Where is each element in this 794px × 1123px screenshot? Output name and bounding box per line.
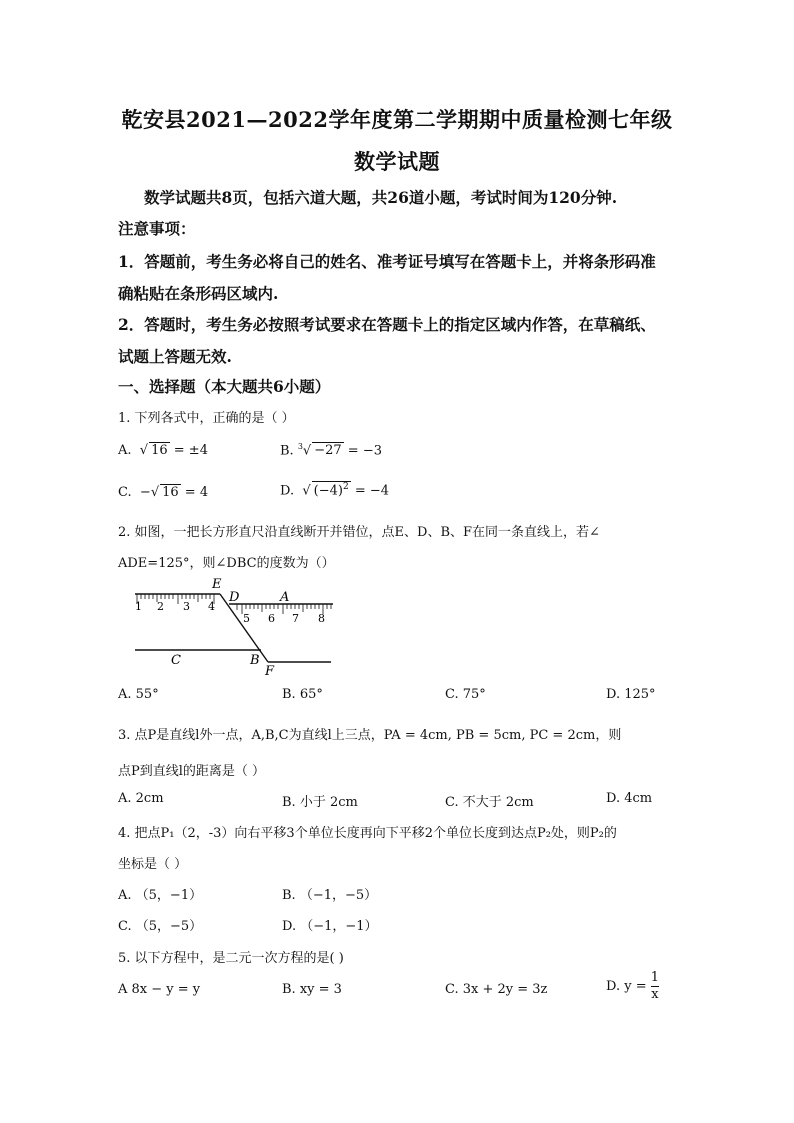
question-1-option-a: A. √ 16 = ±4 xyxy=(118,443,208,458)
ruler-tick-7: 7 xyxy=(292,612,299,625)
point-label-a: A xyxy=(280,590,290,605)
question-4-option-b: B. （−1，−5） xyxy=(282,888,378,903)
point-label-c: C xyxy=(171,653,181,668)
question-4-option-a: A. （5，−1） xyxy=(118,888,203,903)
question-1-option-d: D. √ $(-4)^2 = -4$ xyxy=(280,482,390,499)
ruler-tick-6: 6 xyxy=(268,612,275,625)
ruler-tick-2: 2 xyxy=(157,600,164,613)
question-4-stem-line-2: 坐标是（ ） xyxy=(118,857,188,872)
point-label-d: D xyxy=(229,590,240,605)
ruler-right-ticks xyxy=(237,604,331,614)
note-2-line-2: 试题上答题无效. xyxy=(118,347,232,366)
ruler-tick-8: 8 xyxy=(318,612,325,625)
exam-summary: 数学试题共8页，包括六道大题，共26道小题，考试时间为120分钟. xyxy=(144,188,618,207)
note-1-line-1: 1．答题前，考生务必将自己的姓名、准考证号填写在答题卡上，并将条形码准 xyxy=(118,252,656,271)
question-2-option-c: C. 75° xyxy=(445,687,486,702)
note-1-line-2: 确粘贴在条形码区域内. xyxy=(118,284,279,303)
question-5-option-d: D. y = $\frac{1}{x}$ xyxy=(606,970,660,1002)
point-label-e: E xyxy=(212,577,222,592)
question-3-option-b: B. 小于 2cm xyxy=(282,795,358,810)
question-2-option-b: B. 65° xyxy=(282,687,323,702)
question-1-option-b: B. $^3$√ −27 = −3 xyxy=(280,442,382,459)
question-5-stem: 5. 以下方程中，是二元一次方程的是( ) xyxy=(118,951,344,966)
question-2-stem-line-1: 2. 如图，一把长方形直尺沿直线断开并错位，点E、D、B、F在同一条直线上，若∠ xyxy=(118,525,600,540)
section-heading: 一、选择题（本大题共6小题） xyxy=(118,377,331,396)
ruler-tick-5: 5 xyxy=(243,612,250,625)
question-4-option-d: D. （−1，−1） xyxy=(282,919,378,934)
ruler-tick-3: 3 xyxy=(183,600,190,613)
ruler-figure xyxy=(125,574,340,679)
question-5-option-b: B. xy = 3 xyxy=(282,982,342,997)
question-5-option-a: A 8x − y = y xyxy=(118,982,201,997)
question-2-option-d: D. 125° xyxy=(606,687,656,702)
question-2-option-a: A. 55° xyxy=(118,687,159,702)
question-1-option-c: C. −√ 16 = 4 xyxy=(118,485,209,500)
page-subtitle: 数学试题 xyxy=(354,149,440,174)
question-3-option-d: D. 4cm xyxy=(606,791,653,806)
question-3-option-a: A. 2cm xyxy=(118,791,164,806)
question-4-stem-line-1: 4. 把点P₁（2，-3）向右平移3个单位长度再向下平移2个单位长度到达点P₂处，则P₂的 xyxy=(118,826,617,841)
page-title: 乾安县2021—2022学年度第二学期期中质量检测七年级 xyxy=(121,107,673,132)
ruler-left-ticks xyxy=(137,594,214,604)
point-label-b: B xyxy=(250,653,260,668)
point-label-f: F xyxy=(265,664,275,679)
ruler-tick-1: 1 xyxy=(135,600,142,613)
note-2-line-1: 2．答题时，考生务必按照考试要求在答题卡上的指定区域内作答，在草稿纸、 xyxy=(118,315,656,334)
notice-label: 注意事项： xyxy=(118,219,196,238)
question-3-stem-line-1: 3. 点P是直线l外一点，A,B,C为直线l上三点，PA = 4cm, PB = 5cm, PC = 2cm，则 xyxy=(118,728,622,743)
question-3-option-c: C. 不大于 2cm xyxy=(445,795,534,810)
question-1-stem: 1. 下列各式中，正确的是（ ） xyxy=(118,411,295,426)
question-4-option-c: C. （5，−5） xyxy=(118,919,203,934)
question-3-stem-line-2: 点P到直线l的距离是（ ） xyxy=(118,764,266,779)
ruler-tick-4: 4 xyxy=(208,600,215,613)
question-5-option-c: C. 3x + 2y = 3z xyxy=(445,982,548,997)
question-2-stem-line-2: ADE=125°，则∠DBC的度数为（） xyxy=(118,556,335,571)
